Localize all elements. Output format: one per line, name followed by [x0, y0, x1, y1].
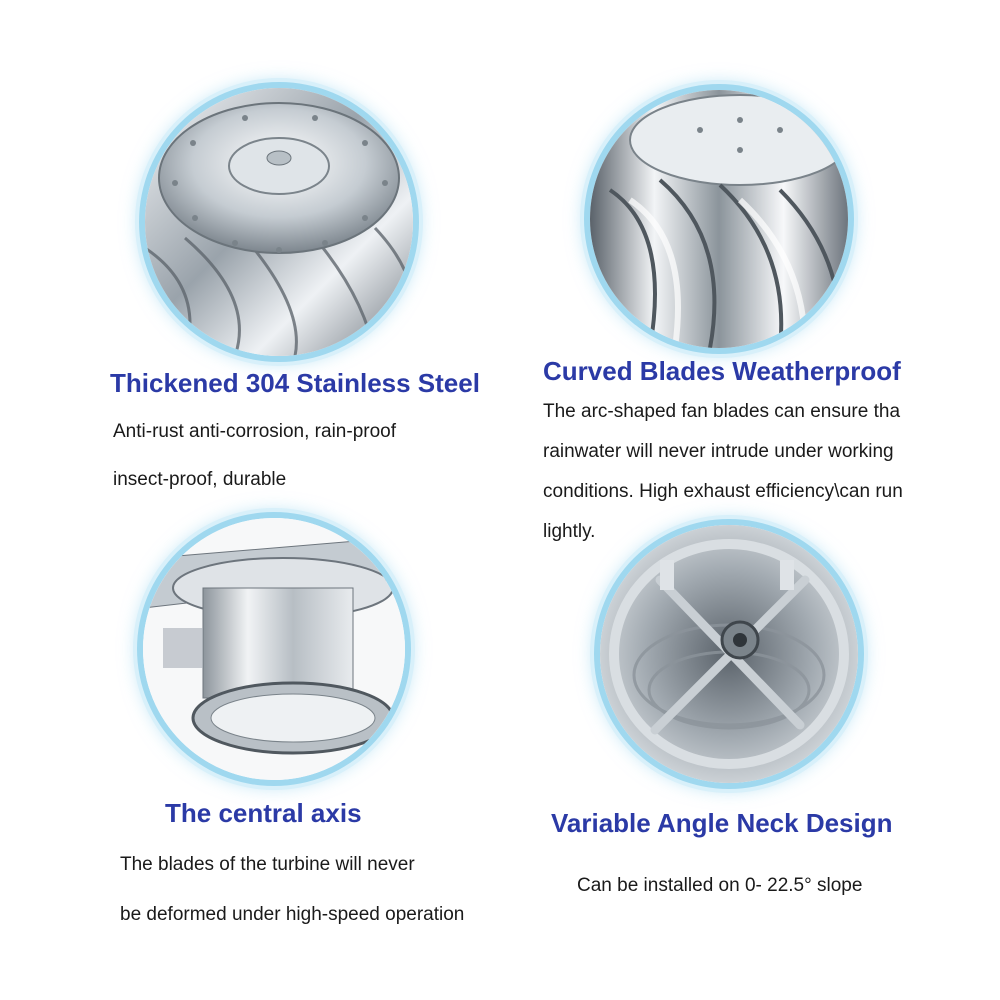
feature-desc-line: conditions. High exhaust efficiency\can run — [543, 481, 903, 502]
feature-title-blades: Curved Blades Weatherproof — [543, 356, 901, 386]
turbine-top-cap-photo — [145, 88, 413, 356]
feature-title-axis: The central axis — [165, 798, 362, 828]
curved-blades-photo — [590, 90, 848, 348]
feature-desc-line: be deformed under high-speed operation — [120, 904, 465, 925]
feature-title-steel: Thickened 304 Stainless Steel — [110, 368, 480, 398]
feature-title-neck: Variable Angle Neck Design — [551, 808, 893, 838]
feature-desc-line: The blades of the turbine will never — [120, 854, 415, 875]
feature-desc-steel — [113, 408, 396, 504]
turbine-inner-frame-photo — [600, 525, 858, 783]
inner-frame-icon — [600, 525, 858, 783]
feature-desc-line: insect-proof, durable — [113, 469, 287, 490]
neck-cylinder-icon — [143, 518, 405, 780]
steel-cap-icon — [145, 88, 413, 356]
feature-desc-line: Can be installed on 0- 22.5° slope — [577, 875, 863, 896]
feature-desc-line: rainwater will never intrude under working — [543, 441, 894, 462]
feature-desc-line: lightly. — [543, 521, 596, 542]
feature-desc-axis — [120, 840, 464, 940]
feature-desc-line: The arc-shaped fan blades can ensure tha — [543, 401, 901, 422]
feature-desc-blades — [543, 392, 903, 552]
feature-desc-line: Anti-rust anti-corrosion, rain-proof — [113, 421, 396, 442]
turbine-neck-photo — [143, 518, 405, 780]
feature-desc-neck — [577, 866, 862, 906]
curved-blade-icon — [590, 90, 848, 348]
